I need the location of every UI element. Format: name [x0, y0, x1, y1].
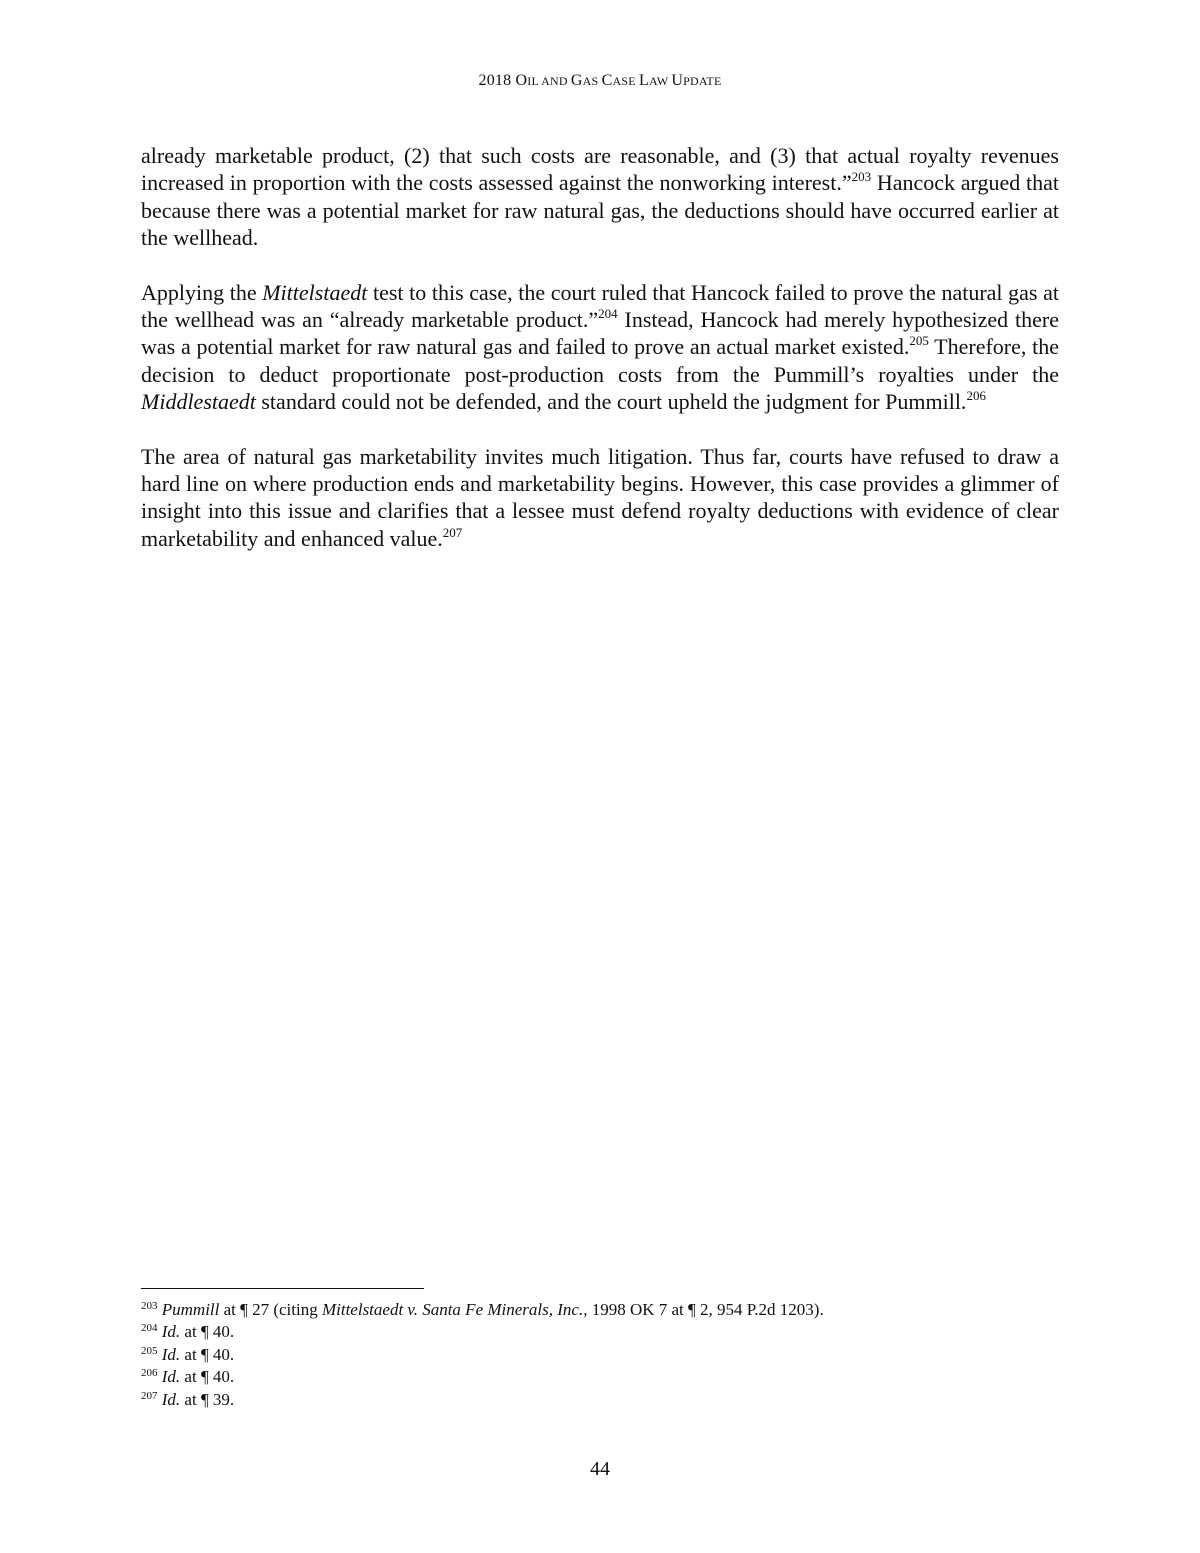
header-small-caps-1: IL AND [527, 74, 571, 88]
footnote-italic: Id. [161, 1322, 181, 1342]
header-small-caps-4: AW [648, 74, 672, 88]
footnote-text: at ¶ 40. [180, 1367, 235, 1387]
header-title-start: 2018 O [478, 72, 528, 89]
paragraph-3-text-1: The area of natural gas marketability invites much litigation. Thus far, courts have refused to draw a hard line on where production ends and marketability begins. However, this case provides a glimmer of insight into this issue and clarifies that a lessee must defend royalty deductions with evidence of clear marketability and enhanced value. [141, 443, 1059, 551]
paragraph-1-text-2: Hancock argued that because there was a potential market for raw natural gas, the deductions should have occurred earlier at the wellhead. [141, 170, 1059, 251]
footnote-text: at ¶ 27 (citing [219, 1300, 322, 1319]
header-small-caps-2: AS [582, 74, 602, 88]
footnote-text: at ¶ 40. [180, 1344, 235, 1364]
footnote-ref-207[interactable]: 207 [442, 524, 463, 540]
footnote-205 [141, 1344, 1059, 1366]
footnote-207 [141, 1389, 1059, 1411]
footnote-italic: Id. [161, 1367, 181, 1387]
footnote-text: 1998 OK 7 at ¶ 2, 954 P.2d 1203). [587, 1300, 824, 1319]
footnote-italic: Mittelstaedt v. Santa Fe Minerals, Inc., [321, 1300, 588, 1319]
paragraph-2-text-1: Applying the [141, 279, 263, 305]
paragraph-2-text-4: Therefore, the decision to deduct proportionate post-production costs from the Pummill’s royalties under the [141, 334, 1059, 387]
header-small-caps-5: PDATE [683, 74, 722, 88]
header-cap-4: L [638, 72, 649, 89]
case-name-middlestaedt: Middlestaedt [141, 389, 256, 415]
running-header [0, 72, 1200, 90]
paragraph-2-text-3: Instead, Hancock had merely hypothesized there was a potential market for raw natural gas and failed to prove an actual market existed. [141, 307, 1059, 360]
footnote-ref-205[interactable]: 205 [909, 333, 929, 349]
footnote-ref-203[interactable]: 203 [851, 169, 872, 185]
paragraph-2-text-2: test to this case, the court ruled that Hancock failed to prove the natural gas at the wellhead was an “already marketable product.” [141, 279, 1059, 333]
footnote-number: 203 [141, 1300, 158, 1312]
page-number: 44 [590, 1458, 610, 1480]
footnote-206 [141, 1366, 1059, 1388]
header-small-caps-3: ASE [612, 74, 639, 88]
footnote-203 [141, 1299, 1059, 1321]
footnote-number: 204 [141, 1322, 158, 1335]
paragraph-1 [141, 142, 1059, 252]
footnotes [141, 1299, 1059, 1411]
footnote-separator [141, 1288, 424, 1289]
header-cap-3: C [601, 72, 613, 89]
footnote-204 [141, 1321, 1059, 1343]
footnote-text: at ¶ 40. [180, 1322, 235, 1342]
paragraph-1-text-1: already marketable product, (2) that such costs are reasonable, and (3) that actual royalty revenues increased in proportion with the costs assessed against the nonworking interest.” [141, 143, 1059, 196]
paragraph-2 [141, 279, 1059, 416]
footnote-ref-206[interactable]: 206 [966, 388, 986, 404]
footnote-ref-204[interactable]: 204 [598, 306, 618, 322]
footnote-number: 205 [141, 1344, 158, 1357]
footnote-italic: Pummill [161, 1300, 220, 1319]
footnote-italic: Id. [161, 1344, 181, 1364]
header-cap-5: U [671, 72, 684, 89]
footnote-number: 207 [141, 1389, 158, 1402]
paragraph-2-text-5: standard could not be defended, and the court upheld the judgment for Pummill. [255, 389, 967, 415]
footnote-number: 206 [141, 1367, 158, 1380]
body-text [141, 142, 1059, 579]
header-cap-2: G [570, 72, 583, 89]
case-name-mittelstaedt: Mittelstaedt [262, 279, 368, 305]
paragraph-3 [141, 443, 1059, 553]
footnote-italic: Id. [161, 1389, 181, 1409]
footnote-text: at ¶ 39. [180, 1389, 235, 1409]
